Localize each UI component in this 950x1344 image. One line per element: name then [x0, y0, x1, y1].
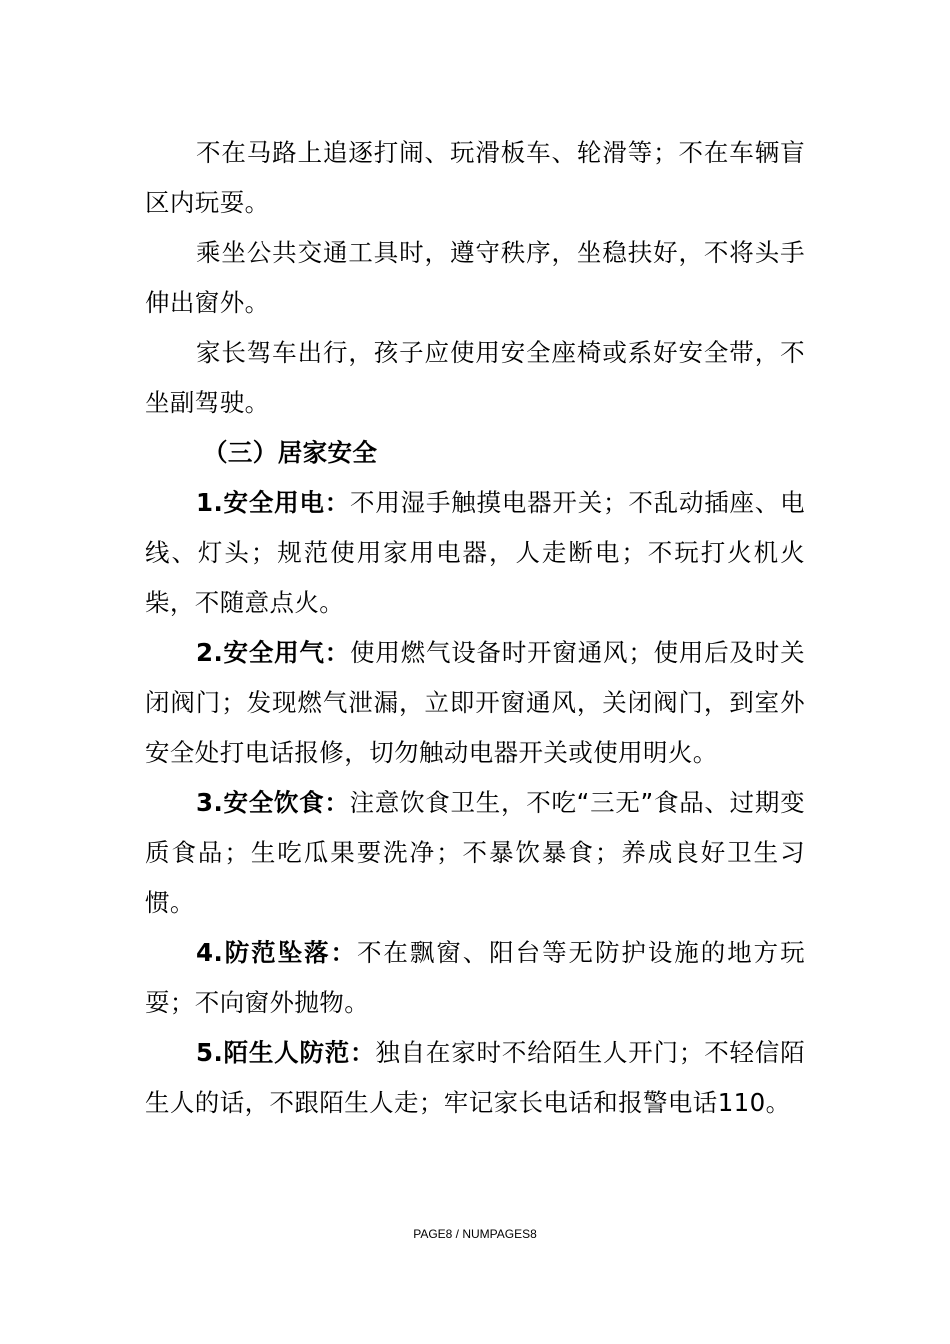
item-gas: [145, 628, 805, 778]
item-electricity: [145, 478, 805, 628]
paragraph-text: 家长驾车出行，孩子应使用安全座椅或系好安全带，不坐副驾驶。: [145, 338, 805, 417]
item-food: [145, 778, 805, 928]
item-lead: 4.防范坠落：: [196, 938, 357, 967]
paragraph-text: 不在马路上追逐打闹、玩滑板车、轮滑等；不在车辆盲区内玩耍。: [145, 138, 805, 217]
item-lead: 3.安全饮食：: [196, 788, 350, 817]
item-lead: 5.陌生人防范：: [196, 1038, 376, 1067]
paragraph-text: 乘坐公共交通工具时，遵守秩序，坐稳扶好，不将头手伸出窗外。: [145, 238, 805, 317]
item-lead: 2.安全用气：: [196, 638, 351, 667]
item-text: 注意饮食卫生，不吃“三无”食品、过期变质食品；生吃瓜果要洗净；不暴饮暴食；养成良好卫生习惯。: [145, 788, 806, 917]
item-text: 不在飘窗、阳台等无防护设施的地方玩耍；不向窗外抛物。: [145, 938, 805, 1017]
item-text: 使用燃气设备时开窗通风；使用后及时关闭阀门；发现燃气泄漏，立即开窗通风，关闭阀门，到室外安全处打电话报修，切勿触动电器开关或使用明火。: [145, 638, 806, 767]
item-lead: 1.安全用电：: [196, 488, 351, 517]
item-falling: [145, 928, 805, 1028]
item-text: 不用湿手触摸电器开关；不乱动插座、电线、灯头；规范使用家用电器，人走断电；不玩打火机火柴，不随意点火。: [145, 488, 806, 617]
page-footer: PAGE8 / NUMPAGES8: [413, 1227, 537, 1241]
section-heading: （三）居家安全: [203, 438, 378, 467]
paragraph-car-seat: [145, 328, 805, 428]
paragraph-road-play: [145, 128, 805, 228]
item-text: 独自在家时不给陌生人开门；不轻信陌生人的话，不跟陌生人走；牢记家长电话和报警电话110。: [145, 1038, 805, 1117]
document-body: [145, 128, 805, 1128]
paragraph-public-transport: [145, 228, 805, 328]
item-strangers: [145, 1028, 805, 1128]
